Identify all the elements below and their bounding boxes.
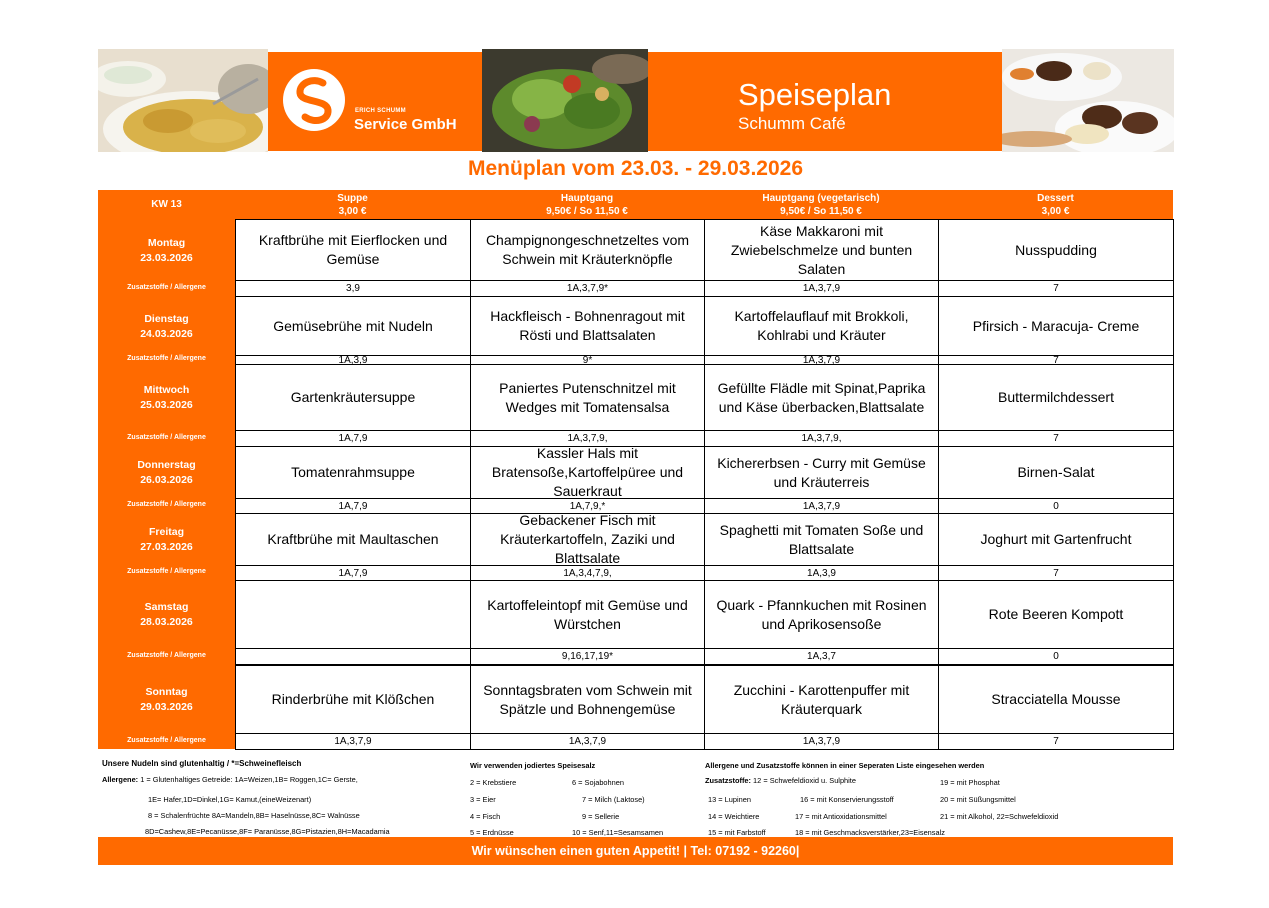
allergen-cell-veg: 1A,3,9 [704,565,939,581]
day-date: 26.03.2026 [140,474,193,486]
zusatz-20: 20 = mit Süßungsmittel [940,795,1016,804]
day-name: Dienstag [144,312,189,325]
haupt-header [470,190,704,221]
allergen-cell-suppe: 1A,7,9 [235,430,471,447]
allergen-cell-haupt: 9,16,17,19* [470,648,705,665]
allergen-cell-suppe: 1A,7,9 [235,498,471,514]
dish-cell-veg: Gefüllte Flädle mit Spinat,Paprika und Käse überbacken,Blattsalate [704,364,939,431]
allergen-cell-dessert: 0 [938,498,1174,514]
logo-icon [283,69,345,131]
zusatz-16: 16 = mit Konservierungsstoff [800,795,894,804]
noodle-note: Unsere Nudeln sind glutenhaltig / *=Schweinefleisch [102,759,302,768]
day-label-montag [98,236,235,266]
dish-cell-haupt: Paniertes Putenschnitzel mit Wedges mit Tomatensalsa [470,364,705,431]
zusatz-line-1 [705,776,856,785]
allergene-line-2: 1E= Hafer,1D=Dinkel,1G= Kamut,(eineWeizenart) [148,795,312,804]
day-date: 27.03.2026 [140,541,193,553]
dish-cell-suppe: Tomatenrahmsuppe [235,446,471,499]
allergen-cell-suppe: 1A,7,9 [235,565,471,581]
allergen-cell-dessert: 0 [938,648,1174,665]
dish-cell-veg: Kartoffelauflauf mit Brokkoli, Kohlrabi und Kräuter [704,296,939,356]
allergen-cell-suppe: 1A,3,9 [235,355,471,365]
veg-label: Hauptgang (vegetarisch) [762,193,880,204]
dish-cell-haupt: Kassler Hals mit Bratensoße,Kartoffelpüree und Sauerkraut [470,446,705,499]
dish-cell-haupt: Kartoffeleintopf mit Gemüse und Würstchen [470,580,705,649]
zusatz-label: Zusatzstoffe: [705,776,751,785]
haupt-price: 9,50€ / So 11,50 € [546,206,628,217]
dish-cell-haupt: Sonntagsbraten vom Schwein mit Spätzle und Bohnengemüse [470,665,705,734]
allergene-line-1 [102,775,358,784]
allergen-cell-haupt: 1A,3,7,9* [470,280,705,297]
veg-header [704,190,938,221]
food-photo-salad [482,49,648,152]
dessert-header [938,190,1173,221]
logo-company-name: Service GmbH [354,116,457,133]
jod-note: Wir verwenden jodiertes Speisesalz [470,761,596,770]
day-label-dienstag [98,312,235,342]
zusatzstoffe-label: Zusatzstoffe / Allergene [127,433,206,441]
page-subtitle: Schumm Café [738,114,846,133]
day-label-freitag [98,525,235,555]
menu-heading: Menüplan vom 23.03. - 29.03.2026 [468,157,803,180]
haupt-label: Hauptgang [560,193,614,204]
zusatz-17: 17 = mit Antioxidationsmittel [795,812,887,821]
suppe-price: 3,00 € [338,206,367,217]
allergen-cell-dessert: 7 [938,355,1174,365]
allergen-9: 9 = Sellerie [582,812,620,821]
dish-cell-suppe: Gemüsebrühe mit Nudeln [235,296,471,356]
allergen-2: 2 = Krebstiere [470,778,517,787]
dish-cell-dessert: Rote Beeren Kompott [938,580,1174,649]
suppe-label: Suppe [337,193,368,204]
food-photo-pasta [98,49,268,152]
dish-cell-dessert: Pfirsich - Maracuja- Creme [938,296,1174,356]
dish-cell-haupt: Hackfleisch - Bohnenragout mit Rösti und Blattsalaten [470,296,705,356]
day-date: 24.03.2026 [140,327,193,340]
allergen-cell-suppe: 3,9 [235,280,471,297]
zusatzstoffe-label: Zusatzstoffe / Allergene [127,651,206,659]
zusatz-14: 14 = Weichtiere [708,812,760,821]
dish-cell-dessert: Buttermilchdessert [938,364,1174,431]
allergen-cell-veg: 1A,3,7 [704,648,939,665]
allergen-cell-dessert: 7 [938,430,1174,447]
dessert-price: 3,00 € [1041,206,1070,217]
suppe-header [235,190,470,221]
zusatz-15: 15 = mit Farbstoff [708,828,766,837]
day-name: Donnerstag [137,459,196,471]
allergene-label: Allergene: [102,775,139,784]
allergen-cell-veg: 1A,3,7,9 [704,498,939,514]
day-name: Samstag [144,601,189,613]
allergen-cell-dessert: 7 [938,565,1174,581]
allergen-cell-veg: 1A,3,7,9 [704,280,939,297]
day-label-mittwoch [98,383,235,413]
bottom-bar: Wir wünschen einen guten Appetit! | Tel: 07192 - 92260| [98,837,1173,865]
dish-cell-dessert: Nusspudding [938,219,1174,281]
dish-cell-haupt: Gebackener Fisch mit Kräuterkartoffeln, Zaziki und Blattsalate [470,513,705,566]
dessert-label: Dessert [1037,193,1074,204]
allergene-text-1: 1 = Glutenhaltiges Getreide: 1A=Weizen,1B= Roggen,1C= Gerste, [138,775,358,784]
week-header [98,190,235,219]
allergen-cell-haupt: 1A,3,7,9 [470,733,705,750]
dish-cell-suppe: Kraftbrühe mit Maultaschen [235,513,471,566]
allergen-cell-haupt: 1A,3,4,7,9, [470,565,705,581]
allergen-cell-veg: 1A,3,7,9 [704,355,939,365]
dish-cell-veg: Käse Makkaroni mit Zwiebelschmelze und bunten Salaten [704,219,939,281]
day-date: 23.03.2026 [140,251,193,264]
dish-cell-suppe: Kraftbrühe mit Eierflocken und Gemüse [235,219,471,281]
allergen-cell-dessert: 7 [938,280,1174,297]
day-date: 29.03.2026 [140,701,193,713]
day-label-sonntag [98,685,235,715]
day-label-donnerstag [98,458,235,488]
veg-price: 9,50€ / So 11,50 € [780,206,862,217]
allergen-5: 5 = Erdnüsse [470,828,514,837]
dish-cell-veg: Kichererbsen - Curry mit Gemüse und Kräuterreis [704,446,939,499]
dish-cell-veg: Quark - Pfannkuchen mit Rosinen und Aprikosensoße [704,580,939,649]
allergene-line-4: 8D=Cashew,8E=Pecanüsse,8F= Paranüsse,8G=Pistazien,8H=Macadamia [145,827,390,836]
dish-cell-suppe [235,580,471,649]
allergen-4: 4 = Fisch [470,812,501,821]
allergen-cell-veg: 1A,3,7,9, [704,430,939,447]
day-name: Montag [147,236,186,249]
dish-cell-dessert: Stracciatella Mousse [938,665,1174,734]
zusatz-19: 19 = mit Phosphat [940,778,1000,787]
zusatz-12: 12 = Schwefeldioxid u. Sulphite [751,776,856,785]
day-name: Sonntag [145,686,188,698]
zusatz-18: 18 = mit Geschmacksverstärker,23=Eisensalz [795,828,945,837]
zusatz-13: 13 = Lupinen [708,795,751,804]
allergen-cell-dessert: 7 [938,733,1174,750]
zusatzstoffe-label: Zusatzstoffe / Allergene [127,355,206,362]
dish-cell-haupt: Champignongeschnetzeltes vom Schwein mit Kräuterknöpfle [470,219,705,281]
day-date: 25.03.2026 [140,399,193,411]
day-name: Mittwoch [143,384,190,396]
allergen-cell-veg: 1A,3,7,9 [704,733,939,750]
dish-cell-veg: Spaghetti mit Tomaten Soße und Blattsalate [704,513,939,566]
allergen-cell-haupt: 1A,3,7,9, [470,430,705,447]
dish-cell-dessert: Birnen-Salat [938,446,1174,499]
food-photo-meat [1002,49,1174,152]
allergen-cell-haupt: 9* [470,355,705,365]
allergene-line-3: 8 = Schalenfrüchte 8A=Mandeln,8B= Haselnüsse,8C= Walnüsse [148,811,360,820]
dish-cell-suppe: Rinderbrühe mit Klößchen [235,665,471,734]
zusatzstoffe-label: Zusatzstoffe / Allergene [127,283,206,291]
week-label: KW 13 [151,199,182,210]
dish-cell-dessert: Joghurt mit Gartenfrucht [938,513,1174,566]
day-name: Freitag [148,526,184,538]
zusatzstoffe-label: Zusatzstoffe / Allergene [127,501,206,508]
allergen-cell-suppe [235,648,471,665]
page-title: Speiseplan [738,77,892,112]
zusatz-21: 21 = mit Alkohol, 22=Schwefeldioxid [940,812,1059,821]
allergen-cell-suppe: 1A,3,7,9 [235,733,471,750]
day-date: 28.03.2026 [140,616,193,628]
day-label-samstag [98,600,235,630]
allergen-7: 7 = Milch (Laktose) [582,795,645,804]
separate-list-note: Allergene und Zusatzstoffe können in einer Seperaten Liste eingesehen werden [705,761,985,770]
zusatzstoffe-label: Zusatzstoffe / Allergene [127,736,206,744]
logo-small-text: ERICH SCHUMM [355,108,406,114]
allergen-3: 3 = Eier [470,795,496,804]
zusatzstoffe-label: Zusatzstoffe / Allergene [127,568,206,575]
allergen-cell-haupt: 1A,7,9,* [470,498,705,514]
dish-cell-suppe: Gartenkräutersuppe [235,364,471,431]
allergen-6: 6 = Sojabohnen [572,778,624,787]
allergen-10: 10 = Senf,11=Sesamsamen [572,828,664,837]
dish-cell-veg: Zucchini - Karottenpuffer mit Kräuterquark [704,665,939,734]
